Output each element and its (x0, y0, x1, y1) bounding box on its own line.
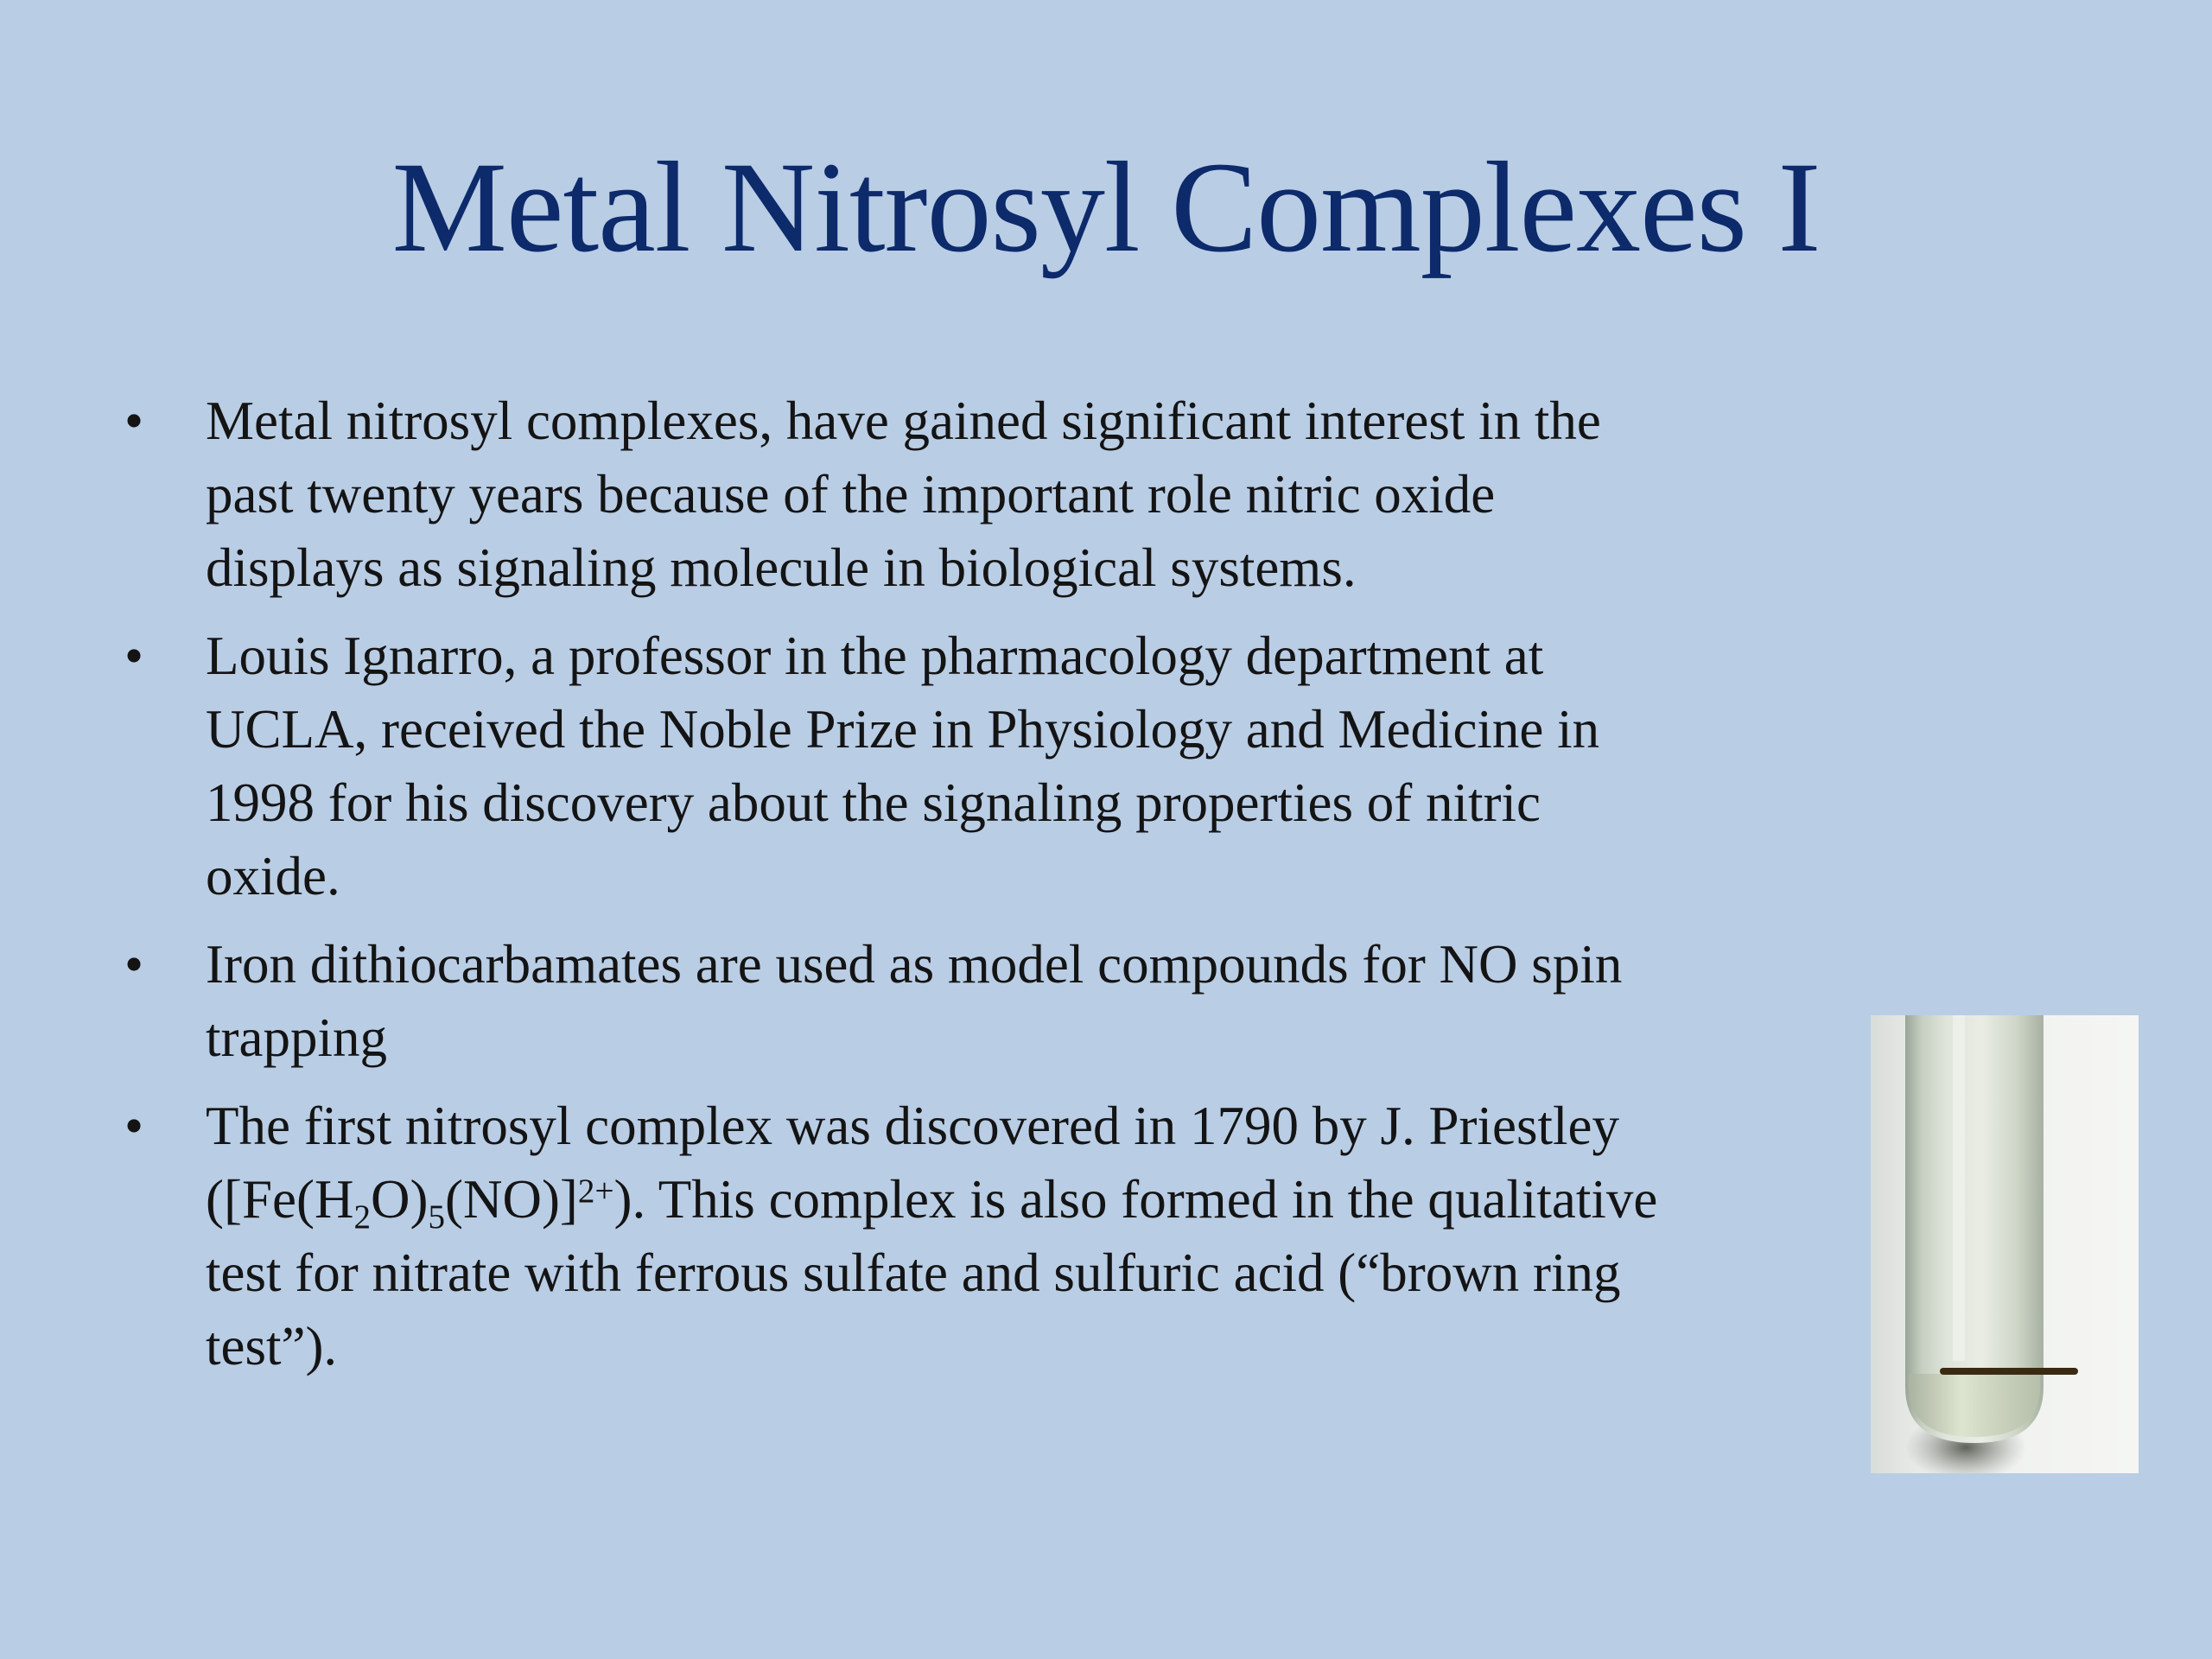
brown-ring (1940, 1368, 2078, 1375)
bullet-dot: • (124, 934, 144, 995)
formula-text: ). This complex is also formed in the qualitative (613, 1169, 1658, 1230)
formula-line (206, 1163, 1884, 1236)
bullet-line: The first nitrosyl complex was discovered in 1790 by J. Priestley (206, 1096, 1619, 1156)
bullet-text (206, 620, 1884, 913)
bullet-line: Metal nitrosyl complexes, have gained significant interest in the (206, 391, 1601, 451)
formula-text: (NO)] (444, 1169, 578, 1230)
bullet-line: past twenty years because of the important role nitric oxide (206, 464, 1496, 524)
bullet-line: test for nitrate with ferrous sulfate and sulfuric acid (“brown ring (206, 1243, 1621, 1303)
test-tube-image (1871, 1015, 2139, 1473)
formula-superscript: 2+ (577, 1173, 614, 1211)
formula-text: ([Fe(H (206, 1169, 354, 1230)
bullet-item (121, 385, 1884, 605)
bullet-line: trapping (206, 1007, 387, 1068)
bullet-dot: • (124, 391, 144, 451)
bullet-line: oxide. (206, 846, 340, 906)
bullet-line: displays as signaling molecule in biological systems. (206, 537, 1357, 598)
bullet-item (121, 620, 1884, 913)
bullet-line: 1998 for his discovery about the signaling properties of nitric (206, 772, 1541, 833)
formula-subscript: 2 (353, 1198, 371, 1236)
bullet-item (121, 928, 1884, 1075)
bullet-dot: • (124, 1096, 144, 1156)
bullet-line: Louis Ignarro, a professor in the pharmacology department at (206, 626, 1544, 686)
slide-title: Metal Nitrosyl Complexes I (391, 136, 1821, 279)
bullet-dot: • (124, 626, 144, 686)
formula-text: O) (370, 1169, 429, 1230)
test-tube-photo (1871, 1015, 2139, 1473)
bullet-text (206, 928, 1884, 1075)
bullet-list (121, 385, 1884, 1398)
bullet-line: Iron dithiocarbamates are used as model compounds for NO spin (206, 934, 1623, 995)
bullet-text (206, 1090, 1884, 1383)
formula-subscript: 5 (428, 1198, 445, 1236)
bullet-line: test”). (206, 1316, 338, 1376)
bullet-text (206, 385, 1884, 605)
tube-highlight (1953, 1015, 1965, 1361)
bullet-line: UCLA, received the Noble Prize in Physiology and Medicine in (206, 699, 1600, 760)
bullet-item (121, 1090, 1884, 1383)
